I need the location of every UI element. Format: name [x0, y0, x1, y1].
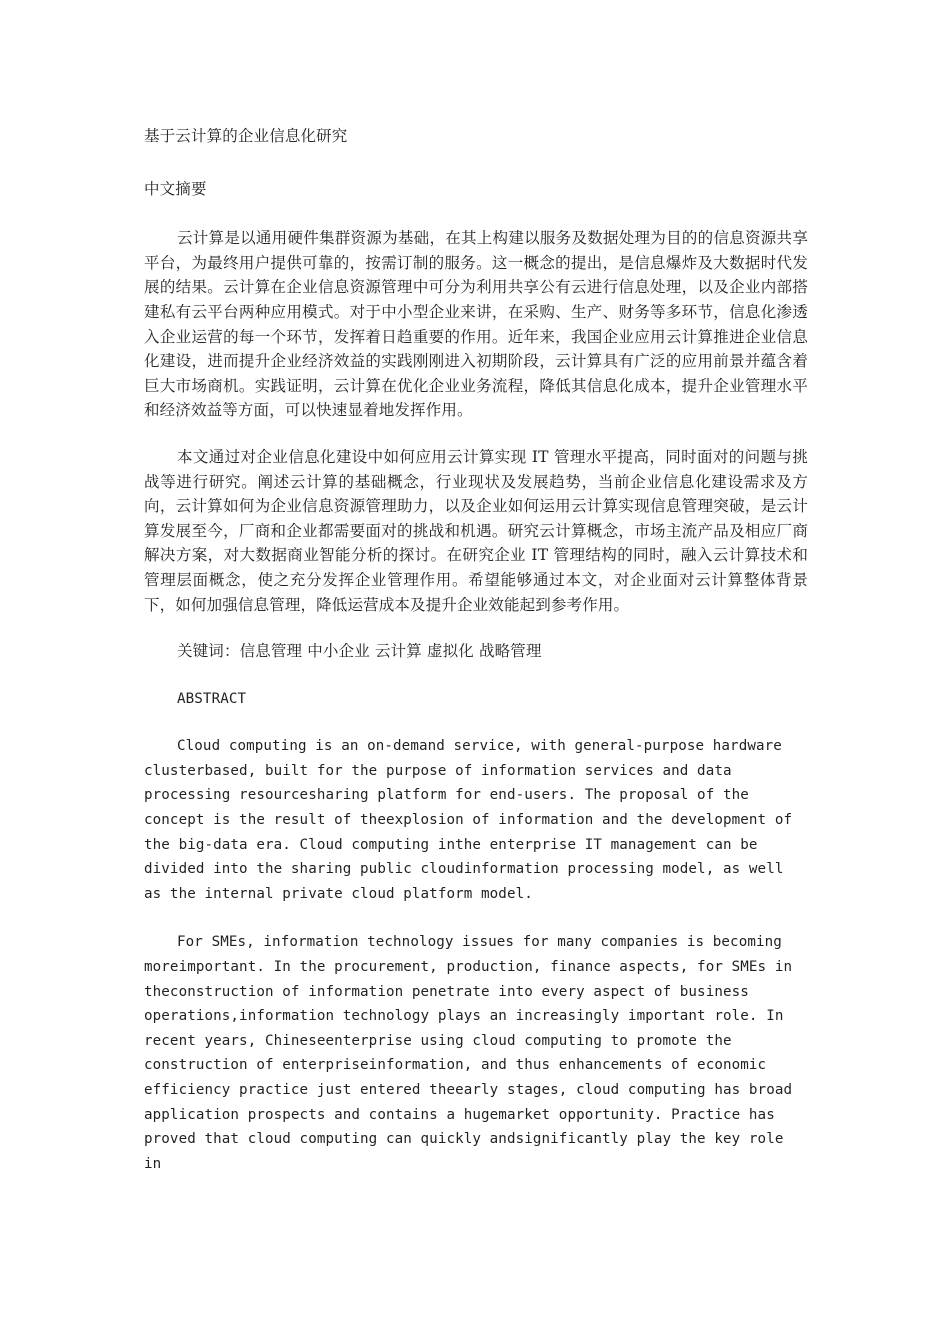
english-abstract-heading: ABSTRACT — [177, 690, 247, 707]
chinese-abstract-paragraph-2: 本文通过对企业信息化建设中如何应用云计算实现 IT 管理水平提高，同时面对的问题与挑战等进行研究。阐述云计算的基础概念，行业现状及发展趋势，当前企业信息化建设需求及方向，云计算如何为企业信息资源管理助力，以及企业如何运用云计算实现信息管理突破，是云计算发展至今，厂商和企业都需要面对的挑战和机遇。研究云计算概念，市场主流产品及相应厂商解决方案，对大数据商业智能分析的探讨。在研究企业 IT 管理结构的同时，融入云计算技术和管理层面概念，使之充分发挥企业管理作用。希望能够通过本文，对企业面对云计算整体背景下，如何加强信息管理，降低运营成本及提升企业效能起到参考作用。 — [144, 447, 808, 614]
english-abstract-paragraph-2: For SMEs, information technology issues for many companies is becoming moreimportant. In the procurement, production, finance aspects, for SMEs in theconstruction of information penetrate into every aspect of business operations,information technology plays an increasingly important role. In recent years, Chineseenterprise using cloud computing to promote the construction of enterpriseinformation, and thus enhancements of economic efficiency practice just entered theearly stages, cloud computing has broad application prospects and contains a hugemarket opportunity. Practice has proved that cloud computing can quickly andsignificantly play the key role in — [144, 934, 793, 1172]
document-body — [144, 124, 808, 1176]
document-title: 基于云计算的企业信息化研究 — [144, 127, 348, 145]
english-abstract-paragraph-1: Cloud computing is an on-demand service, with general-purpose hardware clusterbased, built for the purpose of information services and data processing resourcesharing platform for end-users. The proposal of the concept is the result of theexplosion of information and the development of the big-data era. Cloud computing inthe enterprise IT management can be divided into the sharing public cloudinformation processing model, as well as the internal private cloud platform model. — [144, 738, 793, 902]
keywords-line: 关键词：信息管理 中小企业 云计算 虚拟化 战略管理 — [177, 642, 542, 661]
chinese-abstract-paragraph-1: 云计算是以通用硬件集群资源为基础，在其上构建以服务及数据处理为目的的信息资源共享平台，为最终用户提供可靠的，按需订制的服务。这一概念的提出，是信息爆炸及大数据时代发展的结果。云计算在企业信息资源管理中可分为利用共享公有云进行信息处理，以及企业内部搭建私有云平台两种应用模式。对于中小型企业来讲，在采购、生产、财务等多环节，信息化渗透入企业运营的每一个环节，发挥着日趋重要的作用。近年来，我国企业应用云计算推进企业信息化建设，进而提升企业经济效益的实践刚刚进入初期阶段，云计算具有广泛的应用前景并蕴含着巨大市场商机。实践证明，云计算在优化企业业务流程，降低其信息化成本，提升企业管理水平和经济效益等方面，可以快速显着地发挥作用。 — [144, 229, 808, 420]
chinese-abstract-heading: 中文摘要 — [144, 179, 207, 198]
